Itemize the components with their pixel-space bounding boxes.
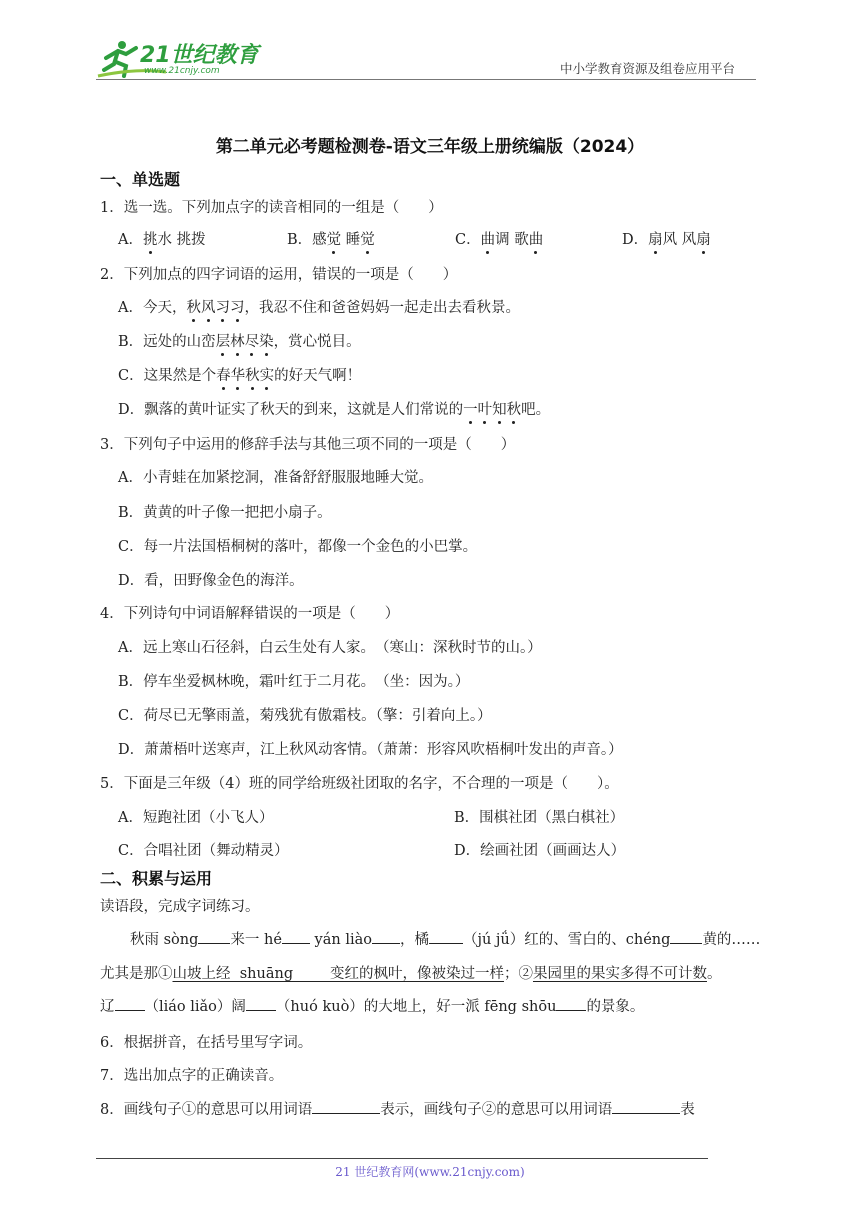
fill-blank[interactable] [372, 929, 400, 944]
question-1-option-d[interactable]: D．扇风 风扇 [622, 228, 711, 249]
fill-blank[interactable] [670, 929, 702, 944]
fill-blank[interactable] [556, 996, 586, 1011]
question-5-option-a[interactable]: A．短跑社团（小飞人） [118, 810, 274, 826]
fill-blank[interactable] [282, 929, 310, 944]
fill-blank[interactable] [429, 929, 463, 944]
question-5-stem: 5．下面是三年级（4）班的同学给班级社团取的名字，不合理的一项是（ ）。 [100, 776, 619, 792]
question-4-option-a[interactable]: A．远上寒山石径斜，白云生处有人家。 （寒山：深秋时节的山。） [118, 640, 542, 656]
page-title: 第二单元必考题检测卷-语文三年级上册统编版（2024） [215, 137, 645, 157]
question-1-option-c[interactable]: C．曲调 歌曲 [455, 228, 543, 249]
question-4-stem: 4．下列诗句中词语解释错误的一项是（ ） [100, 606, 400, 622]
question-1-option-b[interactable]: B．感觉 睡觉 [287, 228, 375, 249]
question-5-option-b[interactable]: B．围棋社团（黑白棋社） [454, 810, 625, 826]
underlined-sentence-2: 果园里的果实多得不可计数 [532, 966, 707, 982]
question-3-option-b[interactable]: B．黄黄的叶子像一把把小扇子。 [118, 505, 332, 521]
header-divider [96, 79, 756, 80]
section-heading-accumulation: 二、积累与运用 [100, 869, 213, 888]
question-7-stem: 7．选出加点字的正确读音。 [100, 1068, 284, 1084]
question-2-option-c[interactable]: C．这果然是个春华秋实的好天气啊！ [118, 364, 361, 385]
footer-divider [96, 1158, 708, 1159]
question-3-option-d[interactable]: D．看，田野像金色的海洋。 [118, 573, 304, 589]
question-5-option-d[interactable]: D．绘画社团（画画达人） [454, 843, 626, 859]
footer-text: 21 世纪教育网(www.21cnjy.com) [335, 1165, 525, 1179]
circled-number-1: ① [158, 966, 173, 982]
logo [96, 36, 258, 80]
fill-blank[interactable] [246, 996, 276, 1011]
fill-blank[interactable] [312, 1099, 380, 1114]
question-5-option-c[interactable]: C．合唱社团（舞动精灵） [118, 843, 289, 859]
question-2-stem: 2．下列加点的四字词语的运用，错误的一项是（ ） [100, 267, 458, 283]
question-4-option-d[interactable]: D．萧萧梧叶送寒声，江上秋风动客情。（萧萧：形容风吹梧桐叶发出的声音。） [118, 742, 623, 758]
logo-text: 21世纪教育 [140, 43, 259, 68]
reading-line-1: 秋雨 sòng 来一 hé yán liào ，橘 （jú jǘ）红的、雪白的、chéng 黄的…… [130, 928, 760, 949]
circled-number-2: ② [518, 966, 533, 982]
fill-blank[interactable] [115, 996, 145, 1011]
question-3-option-c[interactable]: C．每一片法国梧桐树的落叶，都像一个金色的小巴掌。 [118, 539, 478, 555]
question-1-option-a[interactable]: A．挑水 挑拨 [118, 228, 206, 249]
question-4-option-b[interactable]: B．停车坐爱枫林晚，霜叶红于二月花。 （坐：因为。） [118, 674, 470, 690]
underlined-sentence-1: 山坡上经 shuāng 变红的枫叶，像被染过一样 [172, 966, 504, 982]
question-3-option-a[interactable]: A．小青蛙在加紧挖洞，准备舒舒服服地睡大觉。 [118, 470, 433, 486]
question-2-option-d[interactable]: D．飘落的黄叶证实了秋天的到来，这就是人们常说的一叶知秋吧。 [118, 398, 550, 419]
logo-url: www.21cnjy.com [144, 66, 220, 76]
question-3-stem: 3．下列句子中运用的修辞手法与其他三项不同的一项是（ ） [100, 437, 516, 453]
question-6-stem: 6．根据拼音，在括号里写字词。 [100, 1035, 313, 1051]
fill-blank[interactable] [612, 1099, 680, 1114]
question-4-option-c[interactable]: C．荷尽已无擎雨盖，菊残犹有傲霜枝。（擎：引着向上。） [118, 708, 492, 724]
reading-intro: 读语段，完成字词练习。 [100, 899, 260, 915]
reading-line-3: 辽 （liáo liǎo）阔 （huó kuò）的大地上，好一派 fēng shōu 的景象。 [100, 995, 644, 1016]
fill-blank[interactable] [198, 929, 230, 944]
question-1-stem: 1．选一选。下列加点字的读音相同的一组是（ ） [100, 200, 443, 216]
question-2-option-a[interactable]: A．今天，秋风习习，我忍不住和爸爸妈妈一起走出去看秋景。 [118, 296, 520, 317]
circled-number-1: ① [181, 1102, 197, 1118]
header-platform-text: 中小学教育资源及组卷应用平台 [560, 61, 736, 76]
question-2-option-b[interactable]: B．远处的山峦层林尽染，赏心悦目。 [118, 330, 361, 351]
reading-line-2: 尤其是那①山坡上经 shuāng 变红的枫叶，像被染过一样；②果园里的果实多得不可计数。 [100, 966, 722, 982]
section-heading-single-choice: 一、单选题 [100, 170, 181, 189]
circled-number-2: ② [481, 1102, 497, 1118]
question-8-stem: 8．画线句子①的意思可以用词语 表示，画线句子②的意思可以用词语 表 [100, 1098, 695, 1119]
